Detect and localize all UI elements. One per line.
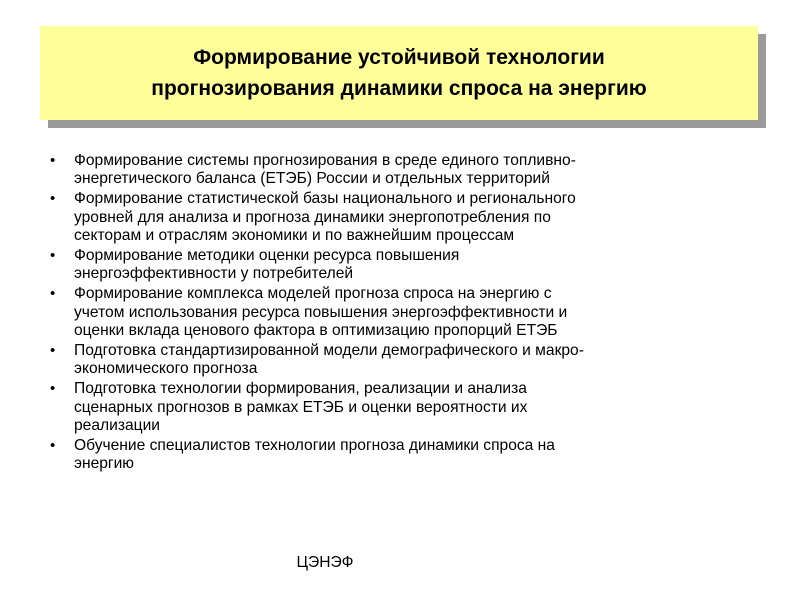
text-line: Подготовка стандартизированной модели демографического и макро- <box>74 342 584 360</box>
list-item-text <box>74 342 760 378</box>
list-item <box>50 152 760 188</box>
list-item <box>50 380 760 435</box>
text-line: Формирование методики оценки ресурса повышения <box>74 247 460 265</box>
list-item-text <box>74 152 760 188</box>
text-line: уровней для анализа и прогноза динамики энергопотребления по <box>74 208 551 226</box>
bullet-marker: • <box>50 342 56 360</box>
text-line: Формирование комплекса моделей прогноза спроса на энергию с <box>74 285 552 303</box>
text-line: Формирование системы прогнозирования в среде единого топливно- <box>74 152 576 169</box>
bullet-marker: • <box>50 285 56 303</box>
bullet-marker: • <box>50 437 56 455</box>
text-line: энергетического баланса (ЕТЭБ) России и отдельных территорий <box>74 170 550 188</box>
text-line: энергоэффективности у потребителей <box>74 265 354 283</box>
list-item <box>50 342 760 378</box>
list-item <box>50 190 760 245</box>
text-line: реализации <box>74 416 161 434</box>
list-item-text <box>74 190 760 245</box>
footer-organization: ЦЭНЭФ <box>296 554 354 571</box>
bullet-marker: • <box>50 380 56 398</box>
bullet-marker: • <box>50 190 56 208</box>
text-line: Подготовка технологии формирования, реализации и анализа <box>74 380 527 398</box>
text-line: экономического прогноза <box>74 360 258 378</box>
text-line: Формирование статистической базы национального и регионального <box>74 190 576 208</box>
list-item-text <box>74 437 760 473</box>
bullet-marker: • <box>50 152 56 169</box>
list-item-text <box>74 380 760 435</box>
text-line: сценарных прогнозов в рамках ЕТЭБ и оценки вероятности их <box>74 398 528 416</box>
list-item-text <box>74 285 760 340</box>
title-box <box>40 26 758 120</box>
text-line: учетом использования ресурса повышения энергоэффективности и <box>74 303 568 321</box>
list-item <box>50 247 760 283</box>
list-item <box>50 437 760 473</box>
text-line: энергию <box>74 455 135 473</box>
text-line: оценки вклада ценового фактора в оптимизацию пропорций ЕТЭБ <box>74 321 558 339</box>
page-title-line-2: прогнозирования динамики спроса на энергию <box>151 77 647 100</box>
text-line: секторам и отраслям экономики и по важнейшим процессам <box>74 226 515 244</box>
page-title-line-1: Формирование устойчивой технологии <box>193 46 605 69</box>
list-item-text <box>74 247 760 283</box>
bullet-list <box>50 152 760 475</box>
text-line: Обучение специалистов технологии прогноза динамики спроса на <box>74 437 555 455</box>
list-item <box>50 285 760 340</box>
bullet-marker: • <box>50 247 56 265</box>
